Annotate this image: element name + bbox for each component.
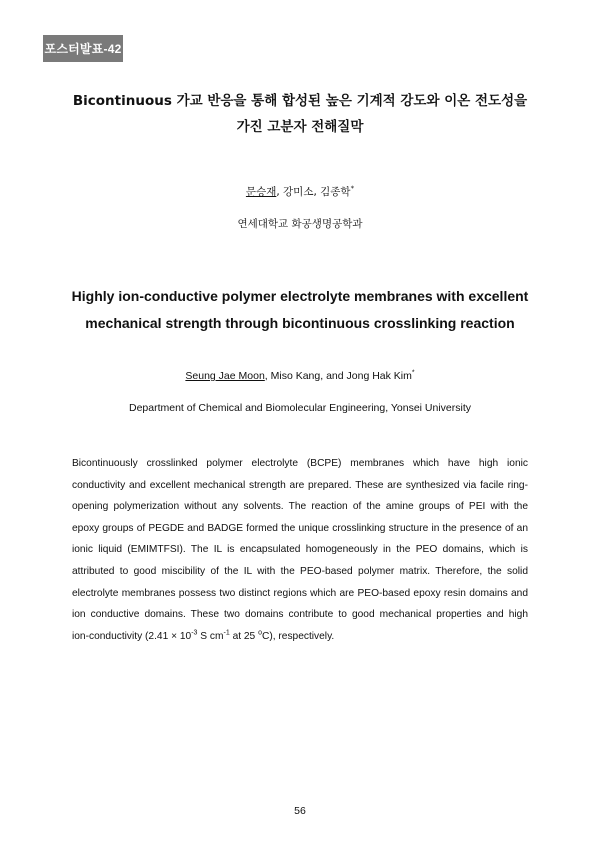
abstract-body xyxy=(72,453,528,647)
korean-authors xyxy=(0,184,600,199)
korean-title-line-2: 가진 고분자 전해질막 xyxy=(236,119,364,135)
exponent-1: -3 xyxy=(191,629,198,637)
unit-text: S cm xyxy=(197,630,224,642)
english-affiliation: Department of Chemical and Biomolecular Engineering, Yonsei University xyxy=(128,402,471,414)
korean-title xyxy=(40,88,560,140)
abstract-line: conductivity and excellent mechanical strength are prepared. These are synthesized via facile ring- xyxy=(72,479,528,491)
abstract-line: ionic liquid (EMIMTFSI). The IL is encapsulated homogeneously in the PEO domains, which is xyxy=(72,544,528,556)
english-title-line-1: Highly ion-conductive polymer electrolyte membranes with excellent xyxy=(71,288,529,304)
english-title-line-2: mechanical strength through bicontinuous crosslinking reaction xyxy=(85,315,515,331)
abstract-line: ion conductive domains. These two domains contribute to good mechanical properties and high xyxy=(72,609,528,621)
abstract-line: opening polymerization without any solvents. The reaction of the amine groups of PEI with the xyxy=(72,501,528,513)
abstract-line: attributed to good miscibility of the IL with the PEO-based polymer matrix. Therefore, the solid xyxy=(72,565,528,577)
degree-mark: o xyxy=(258,629,262,637)
abstract-line: Bicontinuously crosslinked polymer electrolyte (BCPE) membranes which have high ionic xyxy=(72,458,528,469)
abstract-line: electrolyte membranes possess two distinct regions which are PEO-based epoxy resin domains and xyxy=(72,587,528,599)
abstract-last-line xyxy=(72,626,528,648)
korean-coauthors: , 강미소, 김종학 xyxy=(276,186,351,198)
english-authors xyxy=(0,370,600,382)
english-presenter: Seung Jae Moon xyxy=(185,370,265,382)
exponent-2: -1 xyxy=(223,629,230,637)
english-coauthors: , Miso Kang, and Jong Hak Kim xyxy=(264,370,412,382)
korean-affiliation: 연세대학교 화공생명공학과 xyxy=(237,218,363,230)
abstract-line: epoxy groups of PEGDE and BADGE formed the unique crosslinking structure in the presence of an xyxy=(72,522,528,534)
page-number: 56 xyxy=(294,805,306,817)
english-title xyxy=(40,283,560,337)
english-corresponding-mark: * xyxy=(411,369,415,377)
conductivity-prefix: ion-conductivity (2.41 × 10 xyxy=(72,630,192,642)
conductivity-suffix: C), respectively. xyxy=(261,630,335,642)
temperature-text: at 25 xyxy=(229,630,259,642)
poster-tag-badge: 포스터발표-42 xyxy=(43,35,123,62)
korean-presenter: 문승재 xyxy=(245,186,277,198)
korean-corresponding-mark: * xyxy=(350,184,355,193)
korean-title-line-1: Bicontinuous 가교 반응을 통해 합성된 높은 기계적 강도와 이온 전도성을 xyxy=(72,93,528,109)
